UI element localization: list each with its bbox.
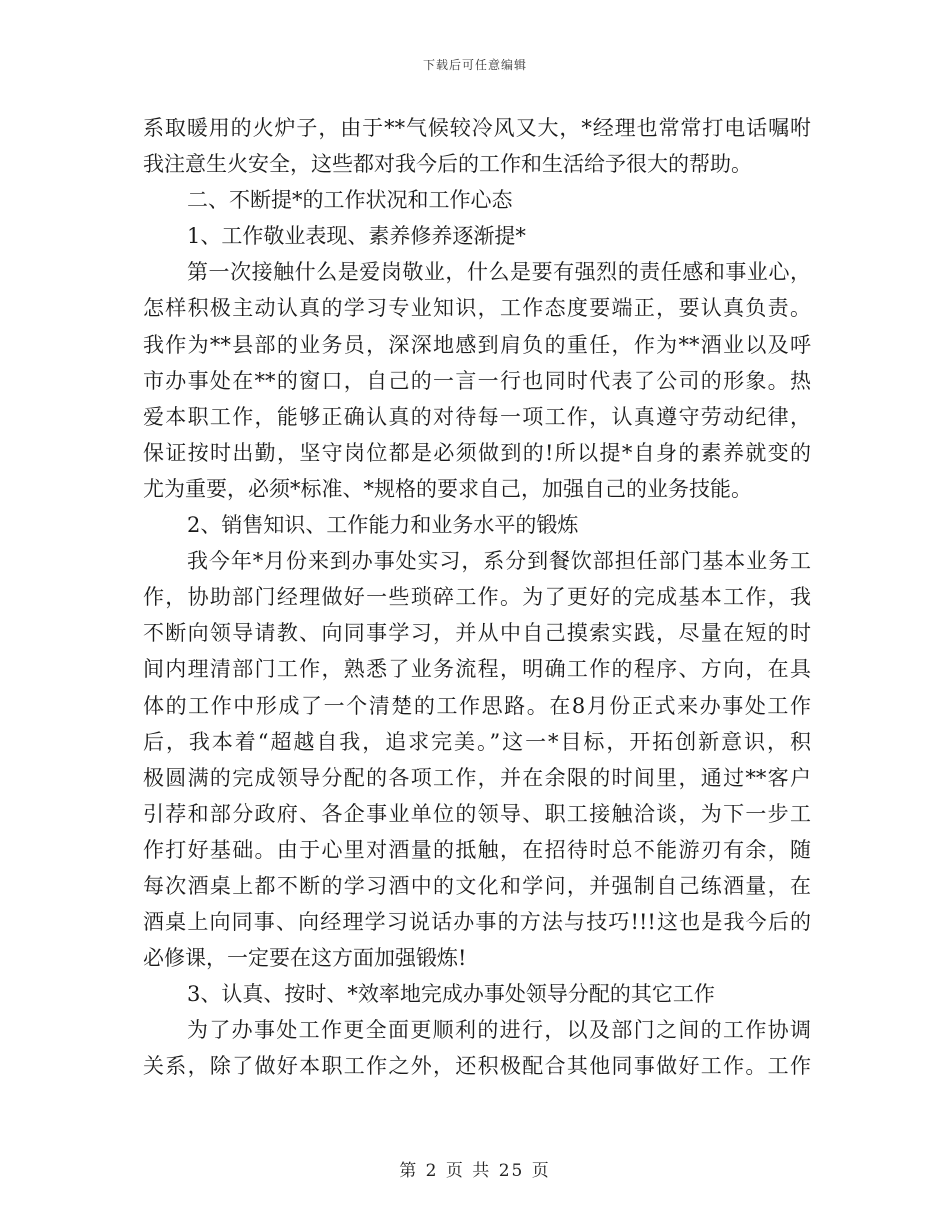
text-line: 作，协助部门经理做好一些琐碎工作。为了更好的完成基本工作，我 — [143, 585, 811, 610]
text-line: 作打好基础。由于心里对酒量的抵触，在招待时总不能游刃有余，随 — [143, 837, 811, 862]
document-body — [143, 110, 811, 1085]
text-line: 尤为重要，必须*标准、*规格的要求自己，加强自己的业务技能。 — [143, 476, 752, 501]
text-line: 不断向领导请教、向同事学习，并从中自己摸索实践，尽量在短的时 — [143, 621, 811, 646]
text-line: 必修课，一定要在这方面加强锻炼! — [143, 946, 467, 971]
text-line: 市办事处在**的窗口，自己的一言一行也同时代表了公司的形象。热 — [143, 368, 811, 393]
text-line: 体的工作中形成了一个清楚的工作思路。在8月份正式来办事处工作 — [143, 693, 811, 718]
text-line: 3、认真、按时、*效率地完成办事处领导分配的其它工作 — [187, 982, 715, 1007]
text-line: 酒桌上向同事、向经理学习说话办事的方法与技巧!!!这也是我今后的 — [143, 910, 811, 935]
text-line: 每次酒桌上都不断的学习酒中的文化和学问，并强制自己练酒量，在 — [143, 873, 811, 898]
text-line: 我注意生火安全，这些都对我今后的工作和生活给予很大的帮助。 — [143, 152, 752, 177]
text-line: 引荐和部分政府、各企事业单位的领导、职工接触洽谈，为下一步工 — [143, 801, 811, 826]
text-line: 系取暖用的火炉子，由于**气候较冷风又大，*经理也常常打电话嘱咐 — [143, 116, 811, 140]
page-header: 下载后可任意编辑 — [422, 58, 527, 72]
text-line: 我今年*月份来到办事处实习，系分到餐饮部担任部门基本业务工 — [187, 549, 811, 574]
text-line: 为了办事处工作更全面更顺利的进行，以及部门之间的工作协调 — [187, 1018, 811, 1043]
text-line: 间内理清部门工作，熟悉了业务流程，明确工作的程序、方向，在具 — [143, 657, 811, 682]
text-line: 极圆满的完成领导分配的各项工作，并在余限的时间里，通过**客户 — [143, 765, 811, 790]
page-number-footer: 第 2 页 共 25 页 — [399, 1161, 551, 1181]
text-line: 2、销售知识、工作能力和业务水平的锻炼 — [187, 513, 579, 538]
text-line: 怎样积极主动认真的学习专业知识，工作态度要端正，要认真负责。 — [143, 296, 811, 321]
text-line: 第一次接触什么是爱岗敬业，什么是要有强烈的责任感和事业心， — [187, 260, 811, 285]
text-line: 爱本职工作，能够正确认真的对待每一项工作，认真遵守劳动纪律， — [143, 404, 811, 429]
text-line: 1、工作敬业表现、素养修养逐渐提* — [187, 224, 526, 249]
text-line: 保证按时出勤，坚守岗位都是必须做到的!所以提*自身的素养就变的 — [143, 440, 811, 465]
text-line: 关系，除了做好本职工作之外，还积极配合其他同事做好工作。工作 — [143, 1054, 811, 1079]
text-line: 二、不断提*的工作状况和工作心态 — [187, 188, 513, 213]
text-line: 我作为**县部的业务员，深深地感到肩负的重任，作为**酒业以及呼 — [143, 332, 811, 357]
text-line: 后，我本着“超越自我，追求完美。”这一*目标，开拓创新意识，积 — [143, 729, 811, 754]
